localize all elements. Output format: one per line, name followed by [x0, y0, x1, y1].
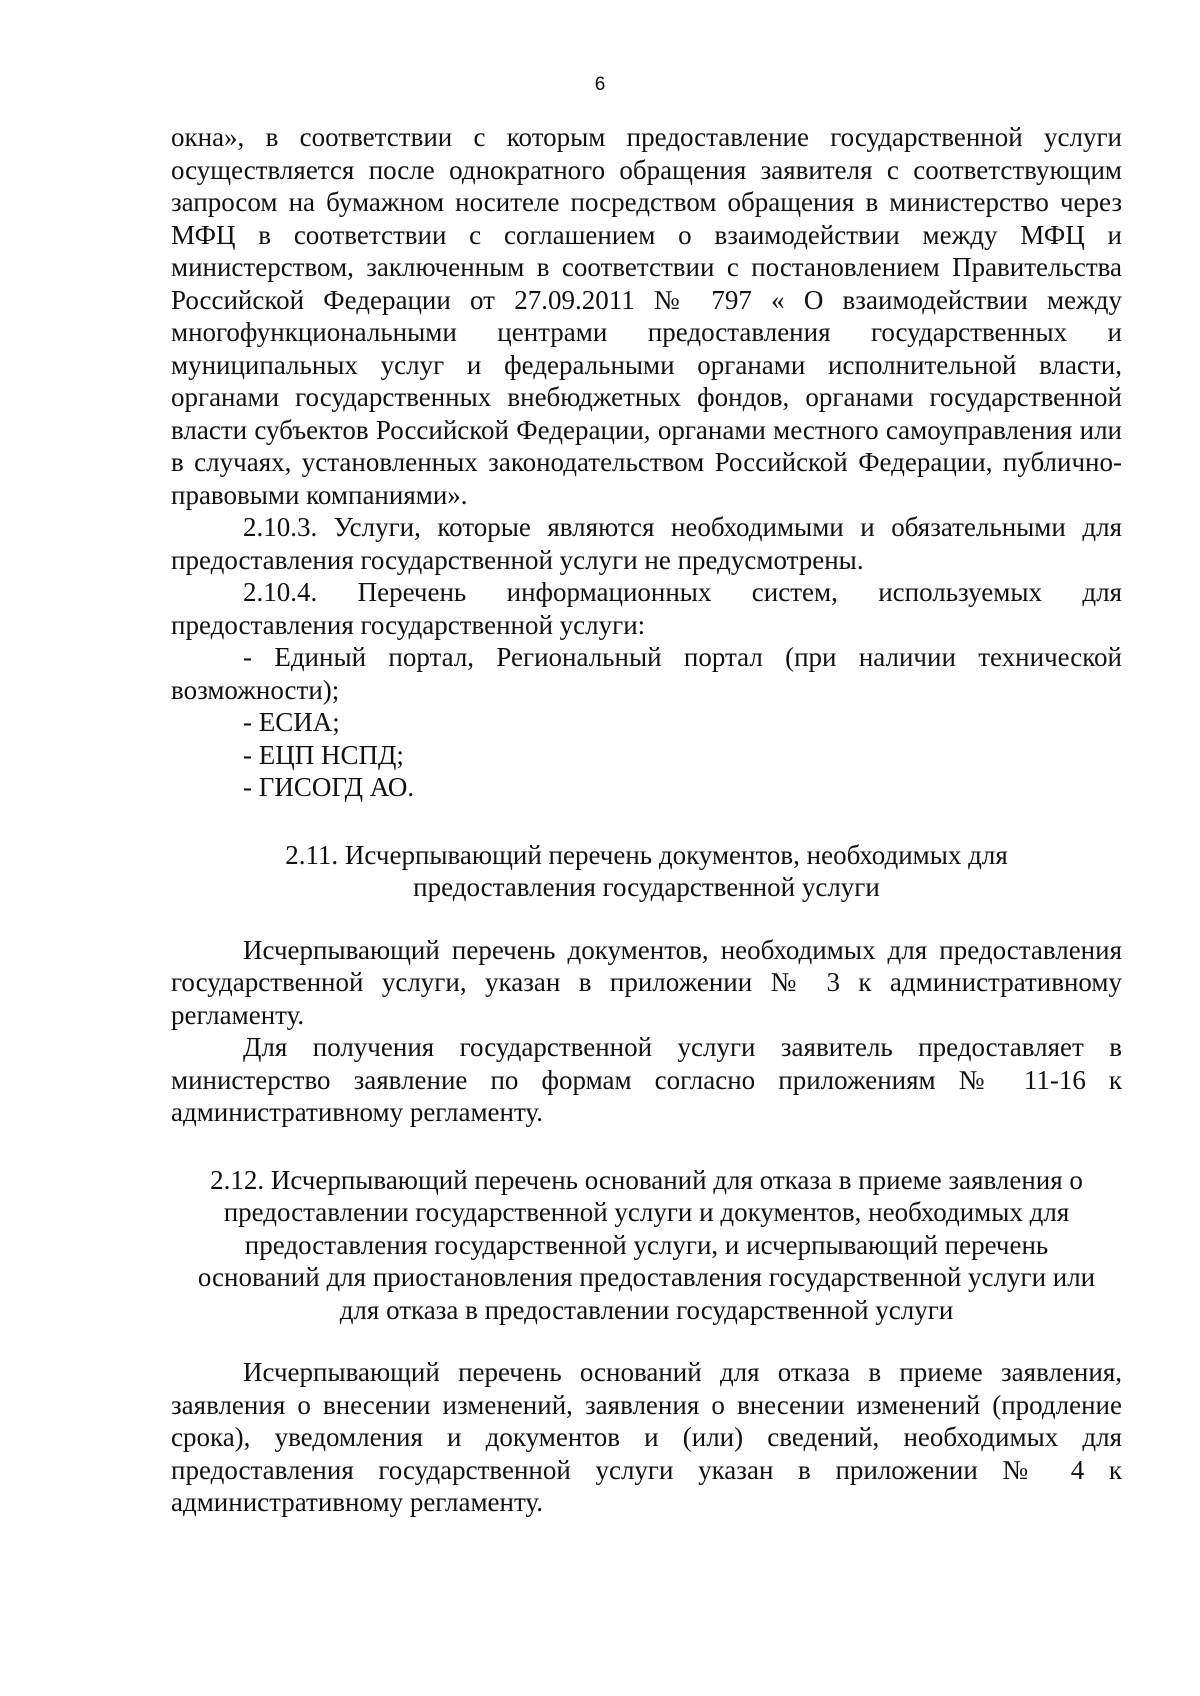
- list-item-portal: - Единый портал, Региональный портал (при наличии технической возможности);: [171, 642, 1122, 705]
- paragraph-2-12-grounds: Исчерпывающий перечень оснований для отказа в приеме заявления, заявления о внесении изменений, заявления о внесении изменений (продление срока), уведомления и документов и (или) сведений, необходимых для предоставления государственной услуги указан в приложении № 4 к административному регламенту.: [171, 1357, 1122, 1517]
- list-item-ecp-nspd: - ЕЦП НСПД;: [243, 739, 404, 770]
- document-body: [171, 121, 1122, 1519]
- paragraph-2-10-3: 2.10.3. Услуги, которые являются необходимыми и обязательными для предоставления государственной услуги не предусмотрены.: [171, 512, 1122, 575]
- list-item-esia: - ЕСИА;: [243, 707, 340, 737]
- section-heading-2-11: 2.11. Исчерпывающий перечень документов, необходимых для предоставления государственной услуги: [285, 839, 1008, 902]
- paragraph-2-11-forms: Для получения государственной услуги заявитель предоставляет в министерство заявление по формам согласно приложениям № 11-16 к административному регламенту.: [171, 1032, 1122, 1127]
- section-heading-2-12: 2.12. Исчерпывающий перечень оснований для отказа в приеме заявления о предоставлении государственной услуги и документов, необходимых для предоставления государственной услуги, и исчерпывающий перечень оснований для приостановления предоставления государственной услуги или для отказа в предоставлении государственной услуги: [197, 1164, 1096, 1325]
- page-number: 6: [594, 74, 606, 95]
- paragraph-2-10-4: 2.10.4. Перечень информационных систем, используемых для предоставления государственной услуги:: [171, 577, 1122, 640]
- paragraph-one-window: окна», в соответствии с которым предоставление государственной услуги осуществляется после однократного обращения заявителя с соответствующим запросом на бумажном носителе посредством обращения в министерство через МФЦ в соответствии с соглашением о взаимодействии между МФЦ и министерством, заключенным в соответствии с постановлением Правительства Российской Федерации от 27.09.2011 № 797 « О взаимодействии между многофункциональными центрами предоставления государственных и муниципальных услуг и федеральными органами исполнительной власти, органами государственных внебюджетных фондов, органами государственной власти субъектов Российской Федерации, органами местного самоуправления или в случаях, установленных законодательством Российской Федерации, публично-правовыми компаниями».: [171, 122, 1122, 510]
- list-item-gisogd: - ГИСОГД АО.: [243, 772, 415, 802]
- paragraph-2-11-list: Исчерпывающий перечень документов, необходимых для предоставления государственной услуги, указан в приложении № 3 к административному регламенту.: [171, 934, 1122, 1030]
